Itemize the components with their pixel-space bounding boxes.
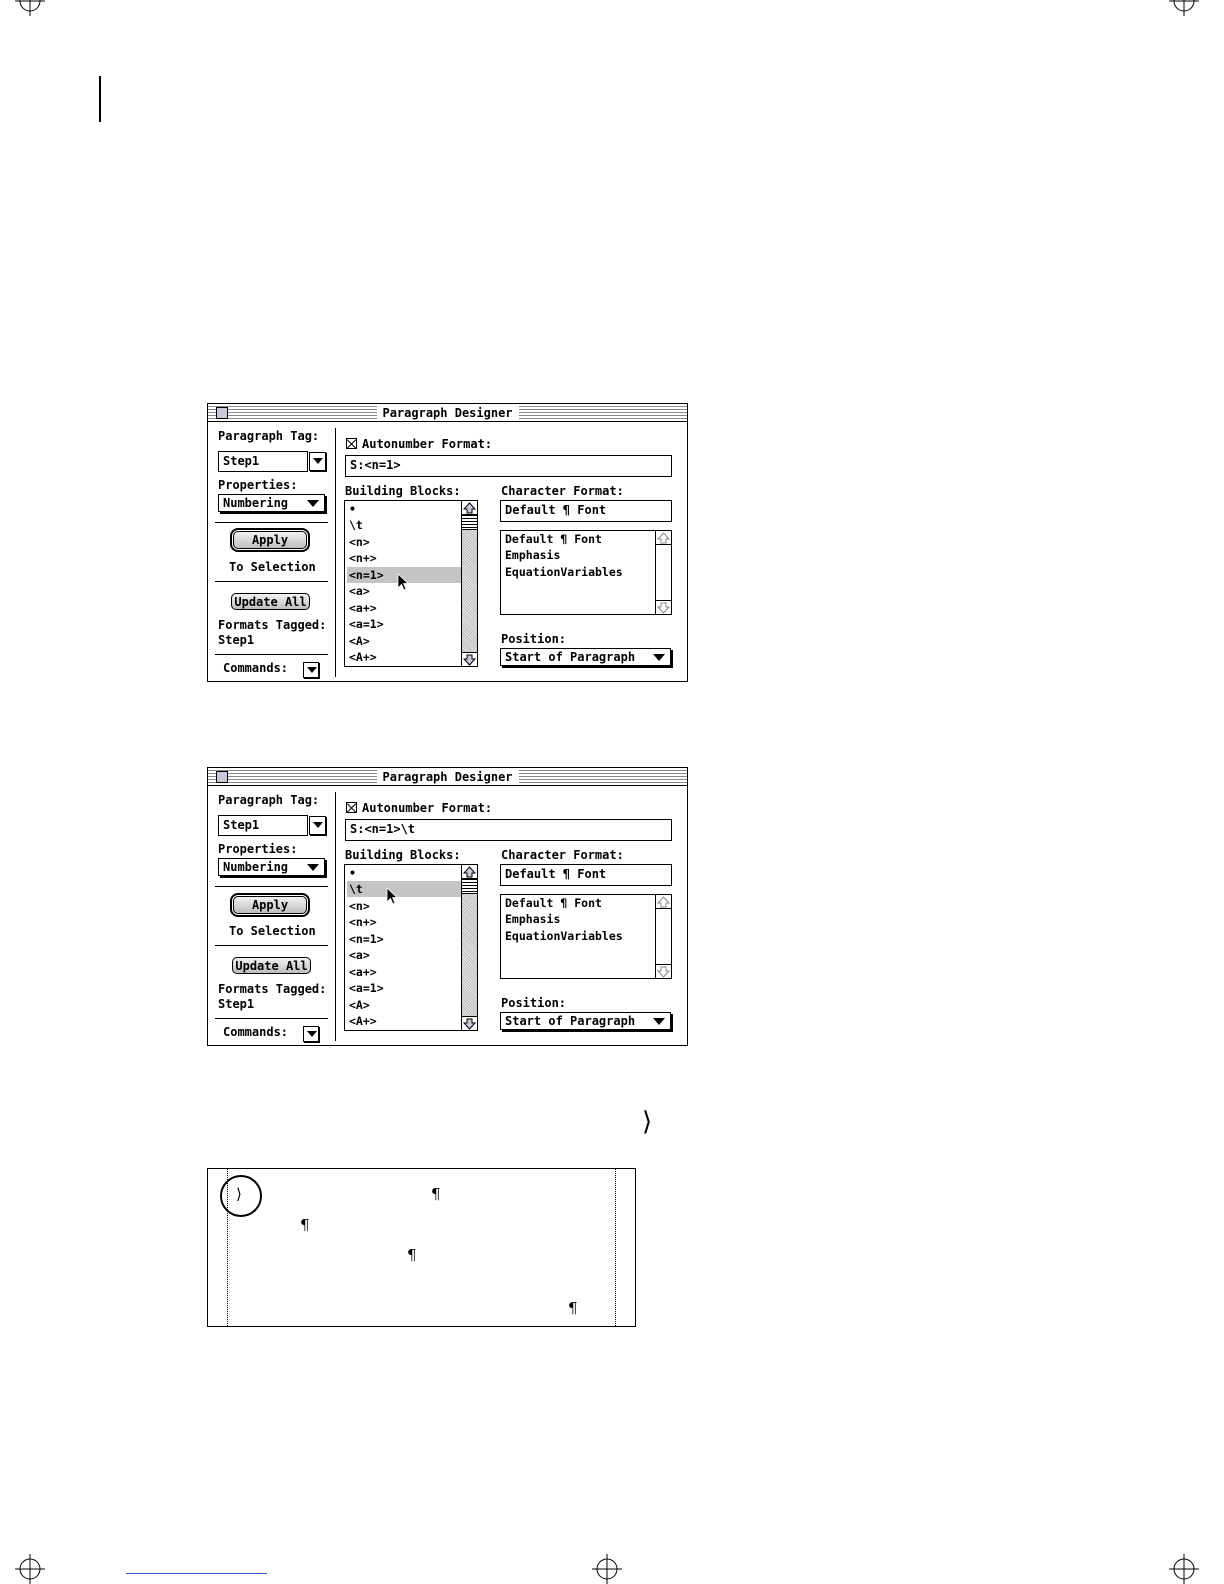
list-item-label: <A>	[349, 634, 370, 648]
building-blocks-scrollbar[interactable]	[461, 865, 477, 1030]
building-blocks-label: Building Blocks:	[345, 484, 461, 498]
scroll-up-button[interactable]	[656, 531, 671, 545]
up-arrow-icon	[462, 865, 477, 879]
list-item[interactable]	[347, 865, 461, 881]
apply-button[interactable]	[233, 531, 307, 549]
close-box[interactable]	[216, 771, 228, 783]
list-item[interactable]	[347, 914, 461, 930]
properties-label: Properties:	[218, 478, 298, 492]
to-selection-label: To Selection	[229, 924, 316, 938]
list-item-label: Default ¶ Font	[505, 896, 602, 910]
registration-mark-bottom-left	[15, 1554, 45, 1584]
close-box[interactable]	[216, 407, 228, 419]
scroll-thumb[interactable]	[462, 515, 477, 530]
update-all-button-label: Update All	[234, 595, 307, 609]
paragraph-mark: ¶	[568, 1299, 578, 1317]
building-blocks-list[interactable]	[344, 864, 478, 1031]
list-item[interactable]	[347, 633, 461, 649]
position-label: Position:	[501, 632, 567, 646]
chevron-down-icon	[307, 1031, 317, 1037]
title-bar[interactable]	[208, 768, 687, 786]
vertical-divider	[335, 428, 336, 677]
list-item-label: <n+>	[349, 551, 377, 565]
text-frame	[207, 1168, 636, 1327]
list-item[interactable]	[347, 898, 461, 914]
registration-mark-bottom-center	[592, 1554, 622, 1584]
list-item[interactable]	[347, 501, 461, 517]
registration-mark-top-right	[1169, 0, 1199, 16]
position-value: Start of Paragraph	[505, 1014, 636, 1028]
update-all-button-label: Update All	[235, 959, 308, 973]
list-item-selected[interactable]	[347, 881, 461, 897]
autonumber-format-label: Autonumber Format:	[362, 437, 493, 451]
list-item-label: EquationVariables	[505, 929, 623, 943]
autonumber-format-label: Autonumber Format:	[362, 801, 493, 815]
update-all-button[interactable]	[232, 957, 311, 974]
list-item-label: <a>	[349, 584, 370, 598]
registration-mark-bottom-right	[1169, 1554, 1199, 1584]
scroll-up-button[interactable]	[462, 501, 477, 515]
list-item-label: <a>	[349, 948, 370, 962]
commands-label: Commands:	[223, 1025, 289, 1039]
list-item[interactable]	[347, 600, 461, 616]
list-item-label: <a+>	[349, 965, 377, 979]
list-item[interactable]	[347, 649, 461, 665]
tab-marker: ⟩	[236, 1185, 242, 1203]
autonumber-checkbox[interactable]	[346, 438, 357, 449]
scroll-down-button[interactable]	[656, 964, 671, 978]
list-item-label: Emphasis	[505, 912, 561, 926]
properties-popup[interactable]	[218, 494, 325, 512]
list-item-label: <n=1>	[349, 932, 384, 946]
building-blocks-scrollbar[interactable]	[461, 501, 477, 666]
position-label: Position:	[501, 996, 567, 1010]
paragraph-tag-field[interactable]	[218, 451, 308, 472]
character-format-value: Default ¶ Font	[505, 503, 607, 517]
list-item[interactable]	[347, 947, 461, 963]
title-bar[interactable]	[208, 404, 687, 422]
paragraph-mark: ¶	[407, 1246, 417, 1264]
list-item[interactable]	[347, 616, 461, 632]
autonumber-format-input[interactable]	[345, 819, 672, 841]
paragraph-tag-dropdown[interactable]	[309, 452, 326, 471]
divider	[215, 1018, 328, 1019]
position-popup[interactable]	[500, 1012, 671, 1030]
down-arrow-icon	[656, 601, 671, 615]
list-item-label: <a=1>	[349, 617, 384, 631]
list-item[interactable]	[503, 547, 655, 563]
formats-tagged-value: Step1	[218, 997, 255, 1011]
mouse-pointer-icon	[386, 887, 400, 907]
list-item-label: <A+>	[349, 1014, 377, 1028]
paragraph-tag-field[interactable]	[218, 815, 308, 836]
paragraph-tag-label: Paragraph Tag:	[218, 793, 320, 807]
paragraph-mark: ¶	[431, 1185, 441, 1203]
list-item[interactable]	[503, 911, 655, 927]
list-item-label: •	[349, 866, 356, 880]
list-item[interactable]	[347, 964, 461, 980]
properties-value: Numbering	[223, 496, 289, 510]
list-item[interactable]	[503, 895, 655, 911]
list-item-label: EquationVariables	[505, 565, 623, 579]
down-arrow-icon	[656, 965, 671, 979]
up-arrow-icon	[462, 501, 477, 515]
list-item-label: Emphasis	[505, 548, 561, 562]
paragraph-designer-window	[207, 767, 688, 1046]
list-item[interactable]	[347, 997, 461, 1013]
list-item-label: <n=1>	[349, 568, 384, 582]
paragraph-tag-dropdown[interactable]	[309, 816, 326, 835]
autonumber-format-value: S:<n=1>	[350, 458, 401, 472]
scroll-down-button[interactable]	[462, 652, 477, 666]
list-item-label: <a=1>	[349, 981, 384, 995]
update-all-button[interactable]	[231, 593, 310, 610]
list-item[interactable]	[347, 931, 461, 947]
character-format-list[interactable]	[500, 894, 672, 979]
window-title: Paragraph Designer	[376, 769, 518, 785]
chevron-down-icon	[307, 667, 317, 673]
divider	[215, 945, 328, 946]
character-format-value: Default ¶ Font	[505, 867, 607, 881]
character-format-scrollbar[interactable]	[655, 895, 671, 978]
building-blocks-label: Building Blocks:	[345, 848, 461, 862]
window-title: Paragraph Designer	[376, 405, 518, 421]
divider	[215, 522, 328, 523]
change-bar	[99, 76, 101, 122]
list-item[interactable]	[347, 534, 461, 550]
divider	[215, 581, 328, 582]
apply-button[interactable]	[233, 896, 307, 914]
properties-label: Properties:	[218, 842, 298, 856]
list-item-label: <n>	[349, 899, 370, 913]
list-item-label: \t	[349, 518, 363, 532]
list-item-label: \t	[349, 882, 363, 896]
up-arrow-icon	[656, 531, 671, 545]
list-item[interactable]	[347, 517, 461, 533]
list-item[interactable]	[347, 1013, 461, 1029]
character-format-list[interactable]	[500, 530, 672, 615]
autonumber-checkbox[interactable]	[346, 802, 357, 813]
divider	[215, 654, 328, 655]
position-popup[interactable]	[500, 648, 671, 666]
list-item[interactable]	[503, 531, 655, 547]
scroll-down-button[interactable]	[656, 600, 671, 614]
list-item-label: <A>	[349, 998, 370, 1012]
list-item[interactable]	[347, 980, 461, 996]
vertical-divider	[335, 792, 336, 1041]
list-item[interactable]	[503, 928, 655, 944]
list-item[interactable]	[347, 550, 461, 566]
chevron-down-icon	[307, 500, 319, 507]
chevron-down-icon	[653, 1018, 665, 1025]
down-arrow-icon	[462, 653, 477, 667]
down-arrow-icon	[462, 1017, 477, 1031]
character-format-field[interactable]	[500, 864, 672, 886]
list-item-label: <a+>	[349, 601, 377, 615]
formats-tagged-label: Formats Tagged:	[218, 982, 327, 996]
scroll-up-button[interactable]	[656, 895, 671, 909]
position-value: Start of Paragraph	[505, 650, 636, 664]
properties-value: Numbering	[223, 860, 289, 874]
registration-mark-top-left	[15, 0, 45, 16]
commands-dropdown[interactable]	[303, 662, 319, 678]
autonumber-format-input[interactable]	[345, 455, 672, 477]
character-format-field[interactable]	[500, 500, 672, 522]
divider	[215, 886, 328, 887]
apply-button-label: Apply	[251, 533, 289, 547]
paragraph-tag-label: Paragraph Tag:	[218, 429, 320, 443]
list-item-label: <A+>	[349, 650, 377, 664]
commands-label: Commands:	[223, 661, 289, 675]
apply-button-label: Apply	[251, 898, 289, 912]
scroll-thumb[interactable]	[462, 879, 477, 894]
paragraph-mark: ¶	[300, 1216, 310, 1234]
tab-symbol: ⟩	[642, 1107, 653, 1137]
mouse-pointer-icon	[397, 573, 411, 593]
chevron-down-icon	[653, 654, 665, 661]
commands-dropdown[interactable]	[303, 1026, 319, 1042]
chevron-down-icon	[313, 458, 323, 464]
building-blocks-list[interactable]	[344, 500, 478, 667]
list-item[interactable]	[503, 564, 655, 580]
paragraph-tag-value: Step1	[223, 454, 260, 468]
list-item-label: <n+>	[349, 915, 377, 929]
scroll-up-button[interactable]	[462, 865, 477, 879]
chevron-down-icon	[313, 822, 323, 828]
scroll-down-button[interactable]	[462, 1016, 477, 1030]
autonumber-format-value: S:<n=1>\t	[350, 822, 416, 836]
properties-popup[interactable]	[218, 858, 325, 876]
footer-rule	[126, 1573, 267, 1574]
paragraph-designer-window	[207, 403, 688, 682]
up-arrow-icon	[656, 895, 671, 909]
formats-tagged-value: Step1	[218, 633, 255, 647]
character-format-scrollbar[interactable]	[655, 531, 671, 614]
paragraph-tag-value: Step1	[223, 818, 260, 832]
chevron-down-icon	[307, 864, 319, 871]
character-format-label: Character Format:	[501, 848, 624, 862]
formats-tagged-label: Formats Tagged:	[218, 618, 327, 632]
character-format-label: Character Format:	[501, 484, 624, 498]
right-margin-guide	[615, 1169, 616, 1326]
list-item-label: <n>	[349, 535, 370, 549]
to-selection-label: To Selection	[229, 560, 316, 574]
list-item-label: •	[349, 502, 356, 516]
list-item-label: Default ¶ Font	[505, 532, 602, 546]
